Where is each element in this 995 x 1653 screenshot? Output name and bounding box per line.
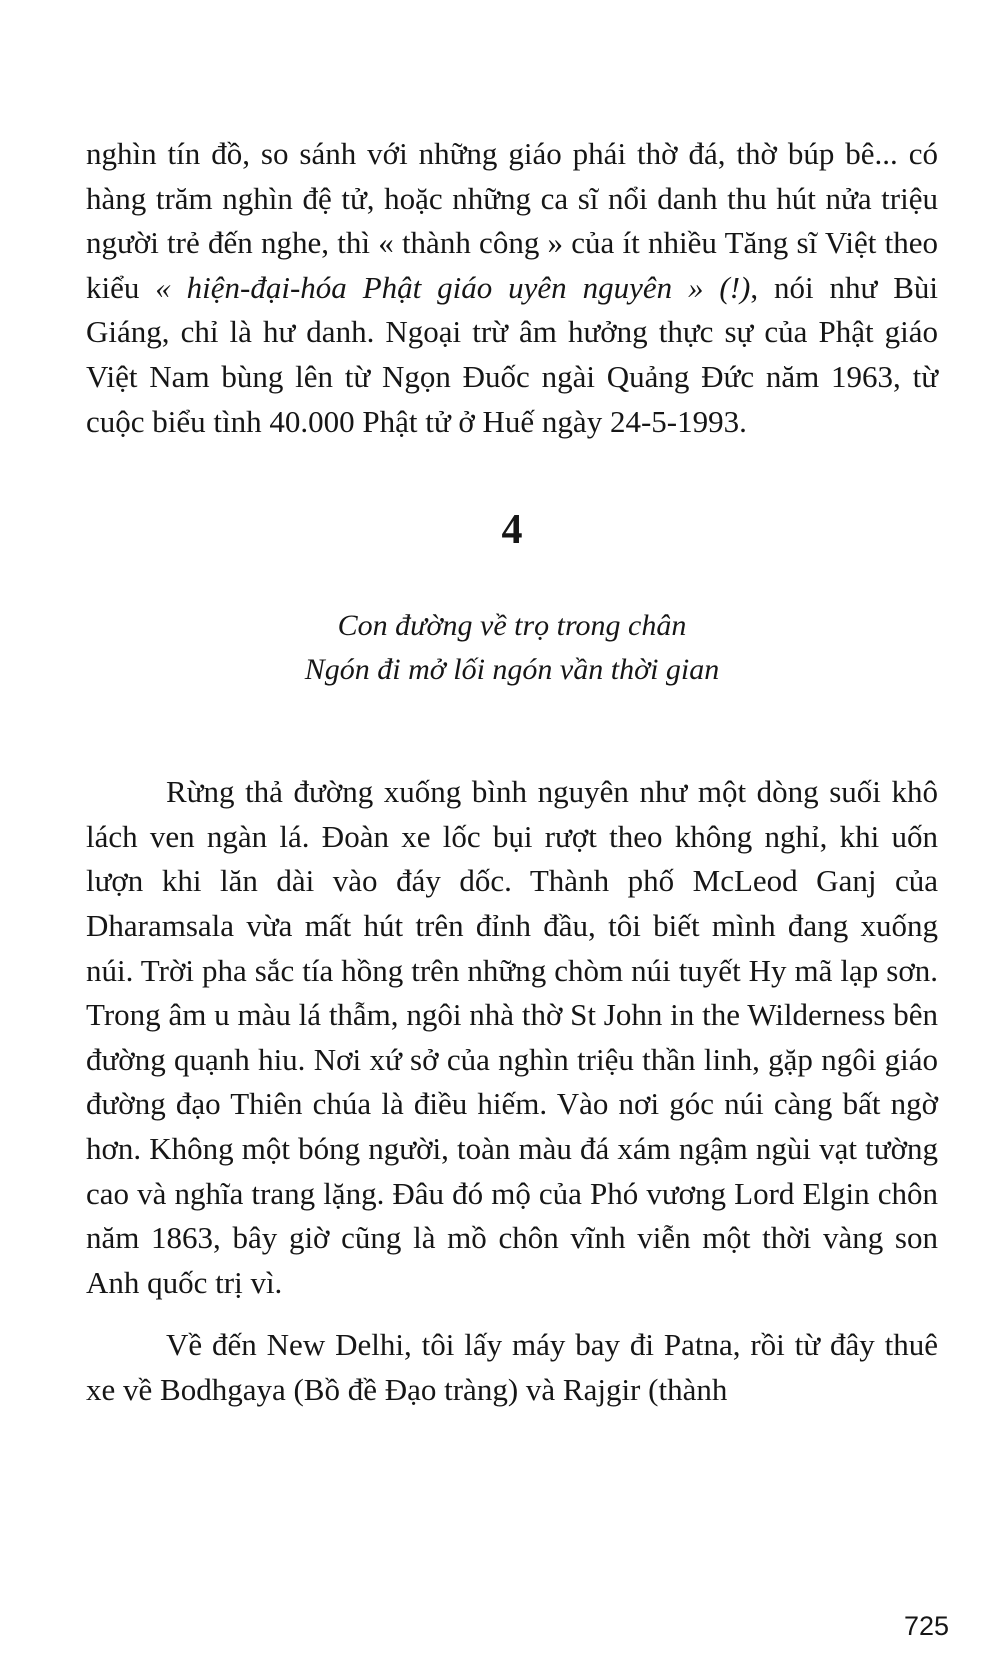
paragraph-new-delhi: Về đến New Delhi, tôi lấy máy bay đi Patna, rồi từ đây thuê xe về Bodhgaya (Bồ đề Đạo tràng) và Rajgir (thành bbox=[86, 1327, 938, 1407]
paragraph-intro-text-2: , nói như Bùi Giáng, chỉ là hư danh. Ngoại trừ âm hưởng thực sự của Phật giáo Việt Nam bùng lên từ Ngọn Đuốc ngài Quảng Đức năm 1963, từ cuộc biểu tình 40.000 Phật tử ở Huế ngày 24-5-1993. bbox=[86, 269, 938, 439]
paragraph-intro-italic-quote: « hiện-đại-hóa Phật giáo uyên nguyên » (!) bbox=[155, 269, 751, 305]
paragraph-forest-road: Rừng thả đường xuống bình nguyên như một dòng suối khô lách ven ngàn lá. Đoàn xe lốc bụi rượt theo không nghỉ, khi uốn lượn khi lăn dài vào đáy dốc. Thành phố McLeod Ganj của Dharamsala vừa mất hút trên đỉnh đầu, tôi biết mình đang xuống núi. Trời pha sắc tía hồng trên những chòm núi tuyết Hy mã lạp sơn. Trong âm u màu lá thẫm, ngôi nhà thờ St John in the Wilderness bên đường quạnh hiu. Nơi xứ sở của nghìn triệu thần linh, gặp ngôi giáo đường đạo Thiên chúa là điều hiếm. Vào nơi góc núi càng bất ngờ hơn. Không một bóng người, toàn màu đá xám ngậm ngùi vạt tường cao và nghĩa trang lặng. Đâu đó mộ của Phó vương Lord Elgin chôn năm 1863, bây giờ cũng là mồ chôn vĩnh viễn một thời vàng son Anh quốc trị vì. bbox=[86, 774, 938, 1300]
paragraph-intro-text-1: nghìn tín đồ, so sánh với những giáo phái thờ đá, thờ búp bê... có hàng trăm nghìn đệ tử, hoặc những ca sĩ nổi danh thu hút nửa triệu người trẻ đến nghe, thì « thành công » của ít nhiều Tăng sĩ Việt theo kiểu bbox=[86, 136, 938, 305]
page-content bbox=[86, 132, 938, 1412]
chapter-number: 4 bbox=[501, 507, 523, 554]
paragraph-intro bbox=[86, 132, 938, 444]
epigraph-line-1: Con đường về trọ trong chân bbox=[337, 609, 687, 643]
epigraph-line-2: Ngón đi mở lối ngón vần thời gian bbox=[304, 653, 720, 687]
page-number: 725 bbox=[903, 1611, 949, 1641]
epigraph bbox=[86, 604, 938, 692]
